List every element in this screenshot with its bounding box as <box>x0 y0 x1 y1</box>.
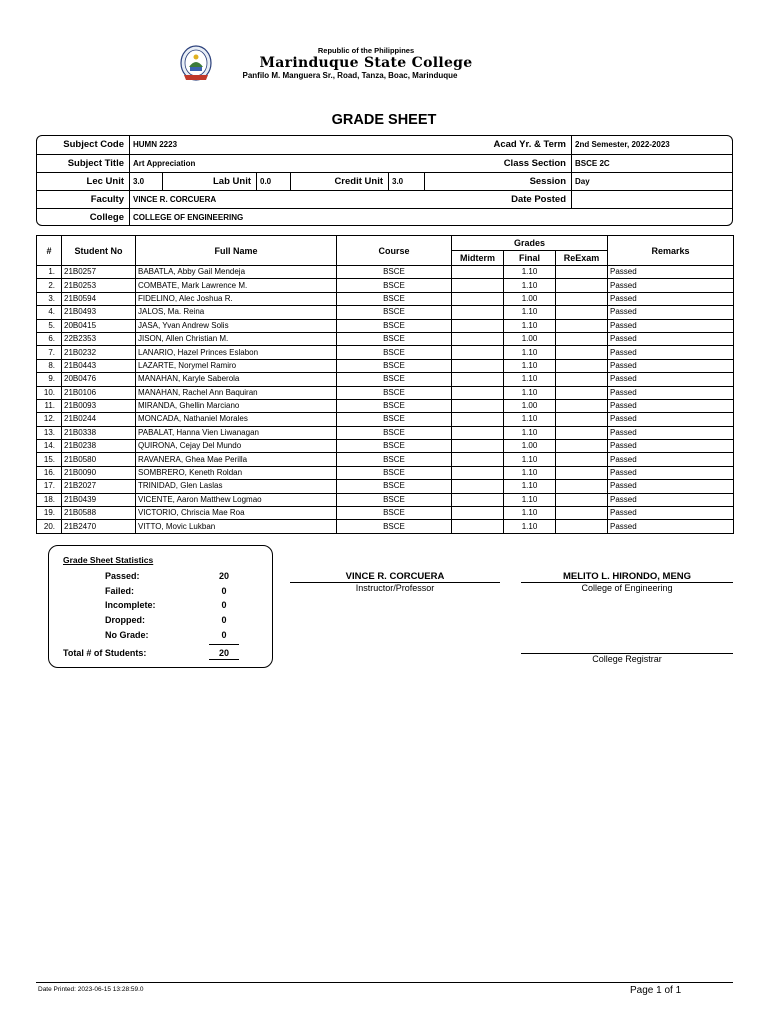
final-grade-cell: 1.10 <box>504 373 556 386</box>
student-no-cell: 21B0232 <box>62 346 136 359</box>
stats-label: Total # of Students: <box>63 648 147 658</box>
student-no-cell: 21B0238 <box>62 440 136 453</box>
college-name: Marinduque State College <box>259 55 473 71</box>
midterm-grade-cell <box>452 359 504 372</box>
full-name-cell: BABATLA, Abby Gail Mendeja <box>136 266 337 279</box>
reexam-grade-cell <box>556 426 608 439</box>
reexam-grade-cell <box>556 306 608 319</box>
remarks-cell: Passed <box>608 440 734 453</box>
course-cell: BSCE <box>337 266 452 279</box>
col-header-grades: Grades <box>452 236 608 251</box>
table-row <box>37 373 734 386</box>
full-name-cell: JISON, Allen Christian M. <box>136 332 337 345</box>
course-cell: BSCE <box>337 399 452 412</box>
final-grade-cell: 1.10 <box>504 453 556 466</box>
full-name-cell: VITTO, Movic Lukban <box>136 520 337 533</box>
credit-unit-label: Credit Unit <box>334 176 383 187</box>
remarks-cell: Passed <box>608 359 734 372</box>
info-row-college <box>37 208 732 226</box>
student-no-cell: 21B0257 <box>62 266 136 279</box>
reexam-grade-cell <box>556 332 608 345</box>
reexam-grade-cell <box>556 399 608 412</box>
final-grade-cell: 1.10 <box>504 359 556 372</box>
total-divider <box>209 644 239 645</box>
final-grade-cell: 1.10 <box>504 466 556 479</box>
reexam-grade-cell <box>556 413 608 426</box>
remarks-cell: Passed <box>608 413 734 426</box>
remarks-cell: Passed <box>608 319 734 332</box>
midterm-grade-cell <box>452 413 504 426</box>
info-row-units <box>37 172 732 190</box>
table-row <box>37 266 734 279</box>
stats-label: Passed: <box>105 571 140 581</box>
table-row <box>37 359 734 372</box>
midterm-grade-cell <box>452 480 504 493</box>
course-cell: BSCE <box>337 279 452 292</box>
course-cell: BSCE <box>337 453 452 466</box>
table-row <box>37 306 734 319</box>
remarks-cell: Passed <box>608 466 734 479</box>
table-row <box>37 292 734 305</box>
table-row <box>37 480 734 493</box>
stats-value: 20 <box>218 571 229 581</box>
course-cell: BSCE <box>337 493 452 506</box>
student-no-cell: 21B0090 <box>62 466 136 479</box>
stats-value: 0 <box>221 615 227 625</box>
col-header-course: Course <box>337 236 452 266</box>
remarks-cell: Passed <box>608 520 734 533</box>
midterm-grade-cell <box>452 426 504 439</box>
lec-unit-label: Lec Unit <box>86 176 124 187</box>
full-name-cell: LANARIO, Hazel Princes Eslabon <box>136 346 337 359</box>
student-no-cell: 21B0244 <box>62 413 136 426</box>
row-number-cell: 17. <box>37 480 62 493</box>
table-row <box>37 520 734 533</box>
row-number-cell: 5. <box>37 319 62 332</box>
course-cell: BSCE <box>337 466 452 479</box>
full-name-cell: SOMBRERO, Keneth Roldan <box>136 466 337 479</box>
stats-value: 0 <box>221 600 227 610</box>
table-row <box>37 319 734 332</box>
student-no-cell: 21B2470 <box>62 520 136 533</box>
midterm-grade-cell <box>452 507 504 520</box>
stats-value: 20 <box>218 648 229 658</box>
grades-table-body <box>37 266 734 534</box>
stats-label: Incomplete: <box>105 600 156 610</box>
reexam-grade-cell <box>556 493 608 506</box>
final-grade-cell: 1.10 <box>504 426 556 439</box>
full-name-cell: QUIRONA, Cejay Del Mundo <box>136 440 337 453</box>
student-no-cell: 21B0253 <box>62 279 136 292</box>
final-grade-cell: 1.10 <box>504 386 556 399</box>
reexam-grade-cell <box>556 466 608 479</box>
student-no-cell: 21B0338 <box>62 426 136 439</box>
stats-row-dropped <box>49 615 272 629</box>
course-cell: BSCE <box>337 480 452 493</box>
stats-title: Grade Sheet Statistics <box>63 555 154 565</box>
reexam-grade-cell <box>556 386 608 399</box>
full-name-cell: VICTORIO, Chriscia Mae Roa <box>136 507 337 520</box>
student-no-cell: 21B0439 <box>62 493 136 506</box>
row-number-cell: 8. <box>37 359 62 372</box>
full-name-cell: MONCADA, Nathaniel Morales <box>136 413 337 426</box>
student-no-cell: 21B0443 <box>62 359 136 372</box>
full-name-cell: JALOS, Ma. Reina <box>136 306 337 319</box>
reexam-grade-cell <box>556 319 608 332</box>
table-row <box>37 413 734 426</box>
remarks-cell: Passed <box>608 453 734 466</box>
final-grade-cell: 1.00 <box>504 292 556 305</box>
subject-code-label: Subject Code <box>63 139 124 150</box>
college-label: College <box>89 212 124 223</box>
dean-role: College of Engineering <box>581 583 673 593</box>
final-grade-cell: 1.10 <box>504 480 556 493</box>
credit-unit-value: 3.0 <box>392 177 404 186</box>
row-number-cell: 1. <box>37 266 62 279</box>
course-cell: BSCE <box>337 359 452 372</box>
remarks-cell: Passed <box>608 480 734 493</box>
stats-value: 0 <box>221 630 227 640</box>
final-grade-cell: 1.00 <box>504 440 556 453</box>
reexam-grade-cell <box>556 292 608 305</box>
student-no-cell: 21B0493 <box>62 306 136 319</box>
row-number-cell: 11. <box>37 399 62 412</box>
instructor-name: VINCE R. CORCUERA <box>345 571 445 582</box>
remarks-cell: Passed <box>608 266 734 279</box>
grades-table <box>36 235 734 534</box>
course-cell: BSCE <box>337 306 452 319</box>
faculty-label: Faculty <box>90 194 124 205</box>
remarks-cell: Passed <box>608 279 734 292</box>
full-name-cell: VICENTE, Aaron Matthew Logmao <box>136 493 337 506</box>
midterm-grade-cell <box>452 266 504 279</box>
dean-name: MELITO L. HIRONDO, MENG <box>562 571 692 582</box>
reexam-grade-cell <box>556 266 608 279</box>
row-number-cell: 18. <box>37 493 62 506</box>
row-number-cell: 6. <box>37 332 62 345</box>
table-row <box>37 507 734 520</box>
subject-title-label: Subject Title <box>67 158 124 169</box>
stats-row-no-grade <box>49 630 272 644</box>
midterm-grade-cell <box>452 292 504 305</box>
full-name-cell: FIDELINO, Alec Joshua R. <box>136 292 337 305</box>
reexam-grade-cell <box>556 373 608 386</box>
midterm-grade-cell <box>452 466 504 479</box>
date-posted-value <box>571 191 731 208</box>
final-grade-cell: 1.10 <box>504 507 556 520</box>
table-row <box>37 426 734 439</box>
row-number-cell: 20. <box>37 520 62 533</box>
reexam-grade-cell <box>556 480 608 493</box>
full-name-cell: PABALAT, Hanna Vien Liwanagan <box>136 426 337 439</box>
subject-title-value: Art Appreciation <box>133 159 196 168</box>
lab-unit-label: Lab Unit <box>213 176 251 187</box>
final-grade-cell: 1.10 <box>504 319 556 332</box>
remarks-cell: Passed <box>608 507 734 520</box>
grade-statistics-box <box>48 545 273 668</box>
final-grade-cell: 1.10 <box>504 279 556 292</box>
class-section-value: BSCE 2C <box>575 159 610 168</box>
student-no-cell: 20B0415 <box>62 319 136 332</box>
midterm-grade-cell <box>452 493 504 506</box>
full-name-cell: MIRANDA, Ghellin Marciano <box>136 399 337 412</box>
info-row-subject-code <box>37 136 732 154</box>
row-number-cell: 10. <box>37 386 62 399</box>
stats-row-failed <box>49 586 272 600</box>
course-cell: BSCE <box>337 386 452 399</box>
row-number-cell: 16. <box>37 466 62 479</box>
row-number-cell: 15. <box>37 453 62 466</box>
course-cell: BSCE <box>337 319 452 332</box>
row-number-cell: 7. <box>37 346 62 359</box>
total-underline <box>209 659 239 660</box>
col-header-student-no: Student No <box>62 236 136 266</box>
subject-code-value: HUMN 2223 <box>133 140 178 149</box>
student-no-cell: 21B0093 <box>62 399 136 412</box>
remarks-cell: Passed <box>608 493 734 506</box>
course-cell: BSCE <box>337 507 452 520</box>
course-cell: BSCE <box>337 413 452 426</box>
acad-term-value: 2nd Semester, 2022-2023 <box>575 140 670 149</box>
stats-label: No Grade: <box>105 630 149 640</box>
class-section-label: Class Section <box>503 158 566 169</box>
course-cell: BSCE <box>337 426 452 439</box>
table-row <box>37 440 734 453</box>
course-cell: BSCE <box>337 292 452 305</box>
lab-unit-value: 0.0 <box>260 177 272 186</box>
col-header-remarks: Remarks <box>608 236 734 266</box>
footer-divider <box>36 982 733 983</box>
final-grade-cell: 1.10 <box>504 306 556 319</box>
course-info-box <box>36 135 733 226</box>
course-cell: BSCE <box>337 346 452 359</box>
final-grade-cell: 1.00 <box>504 399 556 412</box>
final-grade-cell: 1.10 <box>504 266 556 279</box>
lec-unit-value: 3.0 <box>133 177 145 186</box>
stats-row-passed <box>49 571 272 585</box>
midterm-grade-cell <box>452 386 504 399</box>
date-printed: Date Printed: 2023-06-15 13:28:59.0 <box>38 986 144 993</box>
row-number-cell: 19. <box>37 507 62 520</box>
reexam-grade-cell <box>556 520 608 533</box>
full-name-cell: JASA, Yvan Andrew Solis <box>136 319 337 332</box>
college-address: Panfilo M. Manguera Sr., Road, Tanza, Boac, Marinduque <box>242 71 458 80</box>
table-row <box>37 386 734 399</box>
acad-term-label: Acad Yr. & Term <box>493 139 566 150</box>
remarks-cell: Passed <box>608 306 734 319</box>
table-row <box>37 332 734 345</box>
course-cell: BSCE <box>337 332 452 345</box>
midterm-grade-cell <box>452 332 504 345</box>
table-row <box>37 279 734 292</box>
stats-value: 0 <box>221 586 227 596</box>
stats-label: Dropped: <box>105 615 145 625</box>
republic-heading: Republic of the Philippines <box>317 46 415 55</box>
page-number: Page 1 of 1 <box>630 985 682 996</box>
midterm-grade-cell <box>452 453 504 466</box>
date-posted-label: Date Posted <box>511 194 566 205</box>
course-cell: BSCE <box>337 440 452 453</box>
reexam-grade-cell <box>556 453 608 466</box>
remarks-cell: Passed <box>608 426 734 439</box>
remarks-cell: Passed <box>608 346 734 359</box>
col-header-num: # <box>37 236 62 266</box>
stats-row-incomplete <box>49 600 272 614</box>
final-grade-cell: 1.10 <box>504 413 556 426</box>
student-no-cell: 21B0594 <box>62 292 136 305</box>
col-header-reexam: ReExam <box>556 251 608 266</box>
full-name-cell: MANAHAN, Rachel Ann Baquiran <box>136 386 337 399</box>
reexam-grade-cell <box>556 359 608 372</box>
student-no-cell: 20B0476 <box>62 373 136 386</box>
instructor-role: Instructor/Professor <box>355 583 435 593</box>
final-grade-cell: 1.10 <box>504 346 556 359</box>
col-header-full-name: Full Name <box>136 236 337 266</box>
reexam-grade-cell <box>556 507 608 520</box>
student-no-cell: 21B0580 <box>62 453 136 466</box>
final-grade-cell: 1.10 <box>504 520 556 533</box>
midterm-grade-cell <box>452 306 504 319</box>
full-name-cell: COMBATE, Mark Lawrence M. <box>136 279 337 292</box>
document-title: GRADE SHEET <box>331 112 437 128</box>
midterm-grade-cell <box>452 319 504 332</box>
full-name-cell: MANAHAN, Karyle Saberola <box>136 373 337 386</box>
remarks-cell: Passed <box>608 399 734 412</box>
final-grade-cell: 1.10 <box>504 493 556 506</box>
midterm-grade-cell <box>452 520 504 533</box>
info-row-subject-title <box>37 154 732 172</box>
row-number-cell: 9. <box>37 373 62 386</box>
table-row <box>37 466 734 479</box>
reexam-grade-cell <box>556 346 608 359</box>
row-number-cell: 4. <box>37 306 62 319</box>
row-number-cell: 13. <box>37 426 62 439</box>
faculty-value: VINCE R. CORCUERA <box>133 195 217 204</box>
stats-label: Failed: <box>105 586 135 596</box>
table-row <box>37 346 734 359</box>
midterm-grade-cell <box>452 440 504 453</box>
full-name-cell: RAVANERA, Ghea Mae Perilla <box>136 453 337 466</box>
remarks-cell: Passed <box>608 386 734 399</box>
reexam-grade-cell <box>556 279 608 292</box>
midterm-grade-cell <box>452 279 504 292</box>
midterm-grade-cell <box>452 346 504 359</box>
midterm-grade-cell <box>452 373 504 386</box>
registrar-role: College Registrar <box>592 654 662 664</box>
col-header-midterm: Midterm <box>452 251 504 266</box>
session-value: Day <box>575 177 590 186</box>
col-header-final: Final <box>504 251 556 266</box>
student-no-cell: 21B2027 <box>62 480 136 493</box>
remarks-cell: Passed <box>608 292 734 305</box>
info-row-faculty <box>37 190 732 208</box>
table-row <box>37 399 734 412</box>
full-name-cell: LAZARTE, Norymel Ramiro <box>136 359 337 372</box>
reexam-grade-cell <box>556 440 608 453</box>
course-cell: BSCE <box>337 520 452 533</box>
student-no-cell: 21B0106 <box>62 386 136 399</box>
student-no-cell: 22B2353 <box>62 332 136 345</box>
final-grade-cell: 1.00 <box>504 332 556 345</box>
row-number-cell: 14. <box>37 440 62 453</box>
row-number-cell: 3. <box>37 292 62 305</box>
remarks-cell: Passed <box>608 373 734 386</box>
table-row <box>37 453 734 466</box>
college-value: COLLEGE OF ENGINEERING <box>133 213 244 222</box>
course-cell: BSCE <box>337 373 452 386</box>
row-number-cell: 12. <box>37 413 62 426</box>
table-row <box>37 493 734 506</box>
midterm-grade-cell <box>452 399 504 412</box>
full-name-cell: TRINIDAD, Glen Laslas <box>136 480 337 493</box>
remarks-cell: Passed <box>608 332 734 345</box>
student-no-cell: 21B0588 <box>62 507 136 520</box>
session-label: Session <box>529 176 566 187</box>
row-number-cell: 2. <box>37 279 62 292</box>
